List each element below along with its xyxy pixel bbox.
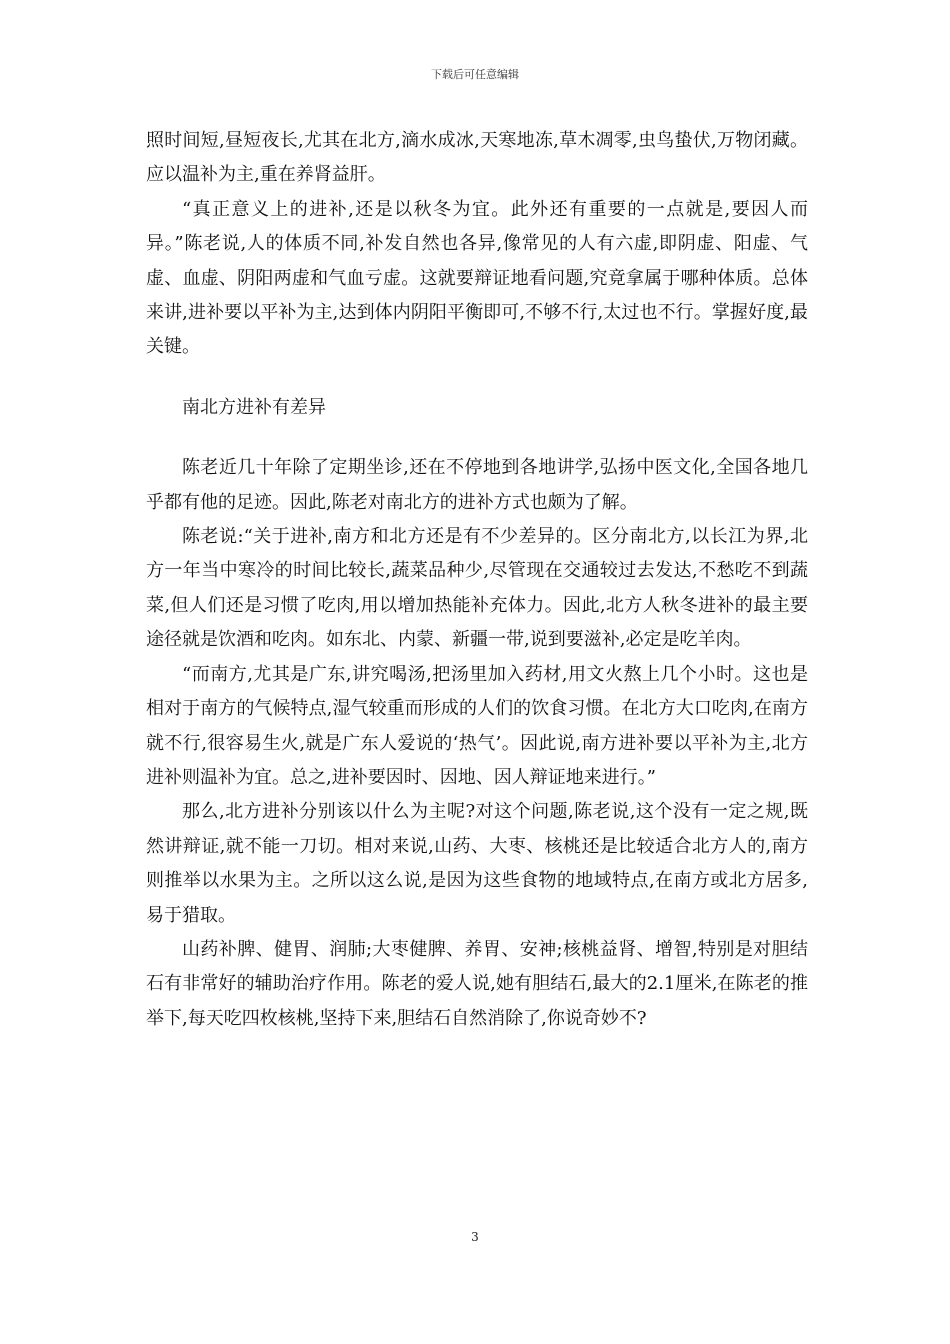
page-header: 下载后可任意编辑 <box>431 68 519 81</box>
paragraph: “真正意义上的进补,还是以秋冬为宜。此外还有重要的一点就是,要因人而异。”陈老说,人的体质不同,补发自然也各异,像常见的人有六虚,即阴虚、阳虚、气虚、血虚、阴阳两虚和气血亏虚。这就要辩证地看问题,究竟拿属于哪种体质。总体来讲,进补要以平补为主,达到体内阴阳平衡即可,不够不行,太过也不行。掌握好度,最关键。 <box>146 198 808 358</box>
paragraph-continued: 照时间短,昼短夜长,尤其在北方,滴水成冰,天寒地冻,草木凋零,虫鸟蛰伏,万物闭藏。应以温补为主,重在养肾益肝。 <box>146 130 808 186</box>
page-number: 3 <box>471 1230 479 1244</box>
paragraph: 陈老近几十年除了定期坐诊,还在不停地到各地讲学,弘扬中医文化,全国各地几乎都有他的足迹。因此,陈老对南北方的进补方式也颇为了解。 <box>146 457 808 513</box>
paragraph: “而南方,尤其是广东,讲究喝汤,把汤里加入药材,用文火熬上几个小时。这也是相对于南方的气候特点,湿气较重而形成的人们的饮食习惯。在北方大口吃肉,在南方就不行,很容易生火,就是广东人爱说的‘热气’。因此说,南方进补要以平补为主,北方进补则温补为宜。总之,进补要因时、因地、因人辩证地来进行。” <box>146 663 808 788</box>
section-heading: 南北方进补有差异 <box>182 396 326 418</box>
paragraph: 那么,北方进补分别该以什么为主呢?对这个问题,陈老说,这个没有一定之规,既然讲辩证,就不能一刀切。相对来说,山药、大枣、核桃还是比较适合北方人的,南方则推举以水果为主。之所以这么说,是因为这些食物的地域特点,在南方或北方居多,易于猎取。 <box>146 801 808 926</box>
paragraph: 陈老说:“关于进补,南方和北方还是有不少差异的。区分南北方,以长江为界,北方一年当中寒冷的时间比较长,蔬菜品种少,尽管现在交通较过去发达,不愁吃不到蔬菜,但人们还是习惯了吃肉,用以增加热能补充体力。因此,北方人秋冬进补的最主要途径就是饮酒和吃肉。如东北、内蒙、新疆一带,说到要滋补,必定是吃羊肉。 <box>146 526 808 651</box>
article-body <box>146 124 808 1036</box>
paragraph: 山药补脾、健胃、润肺;大枣健脾、养胃、安神;核桃益肾、增智,特别是对胆结石有非常好的辅助治疗作用。陈老的爱人说,她有胆结石,最大的2.1厘米,在陈老的推举下,每天吃四枚核桃,坚持下来,胆结石自然消除了,你说奇妙不? <box>146 938 808 1029</box>
